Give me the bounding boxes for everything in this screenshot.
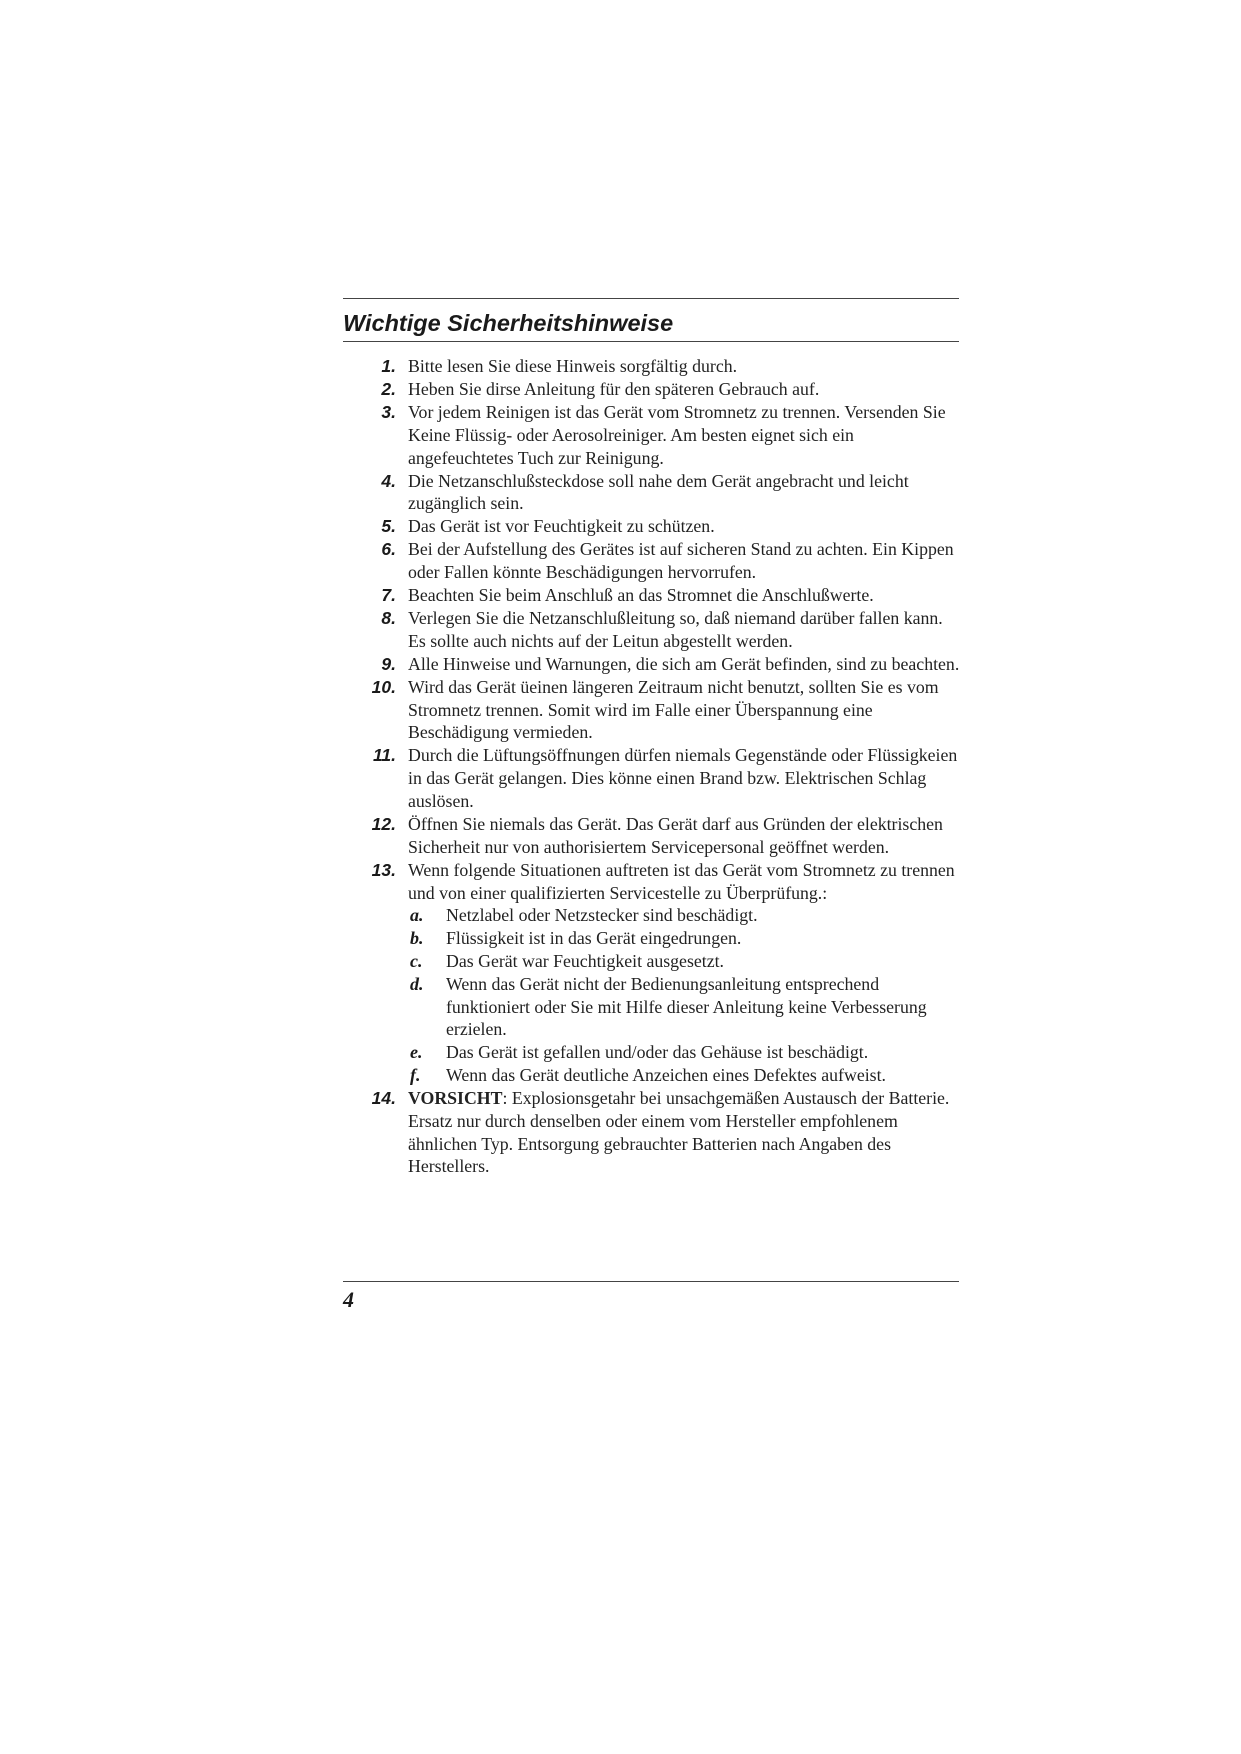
- top-divider: [343, 298, 959, 299]
- item-text: Das Gerät ist vor Feuchtigkeit zu schützen.: [408, 516, 715, 537]
- list-item: [343, 744, 963, 812]
- title-divider: [343, 341, 959, 342]
- sub-item-letter: b.: [410, 928, 424, 949]
- item-number: 9.: [381, 653, 396, 674]
- list-item: [343, 584, 963, 607]
- item-number: 7.: [381, 585, 396, 606]
- item-text: Heben Sie dirse Anleitung für den späteren Gebrauch auf.: [408, 378, 820, 399]
- item-number: 13.: [371, 859, 396, 880]
- sub-item-text: Flüssigkeit ist in das Gerät eingedrungen.: [446, 928, 742, 949]
- item-text: : Explosionsgetahr bei unsachgemäßen Austausch der Batterie. Ersatz nur durch denselben oder einem vom Hersteller empfohlenem ähnlichen Typ. Entsorgung gebrauchter Batterien nach Angaben des Herstellers.: [408, 1087, 950, 1177]
- sub-item-text: Wenn das Gerät nicht der Bedienungsanleitung entsprechend funktioniert oder Sie mit Hilfe dieser Anleitung keine Verbesserung erzielen.: [446, 973, 927, 1040]
- item-number: 12.: [371, 814, 396, 834]
- item-text: Durch die Lüftungsöffnungen dürfen niemals Gegenstände oder Flüssigkeien in das Gerät gelangen. Dies könne einen Brand bzw. Elektrischen Schlag auslösen.: [408, 745, 958, 812]
- sub-item-text: Das Gerät ist gefallen und/oder das Gehäuse ist beschädigt.: [446, 1042, 869, 1063]
- sub-item-letter: a.: [410, 905, 424, 926]
- item-number: 1.: [381, 356, 396, 376]
- sub-list-item: [408, 1041, 963, 1064]
- list-item: [343, 401, 963, 469]
- sub-list-item: [408, 950, 963, 973]
- item-text: Verlegen Sie die Netzanschlußleitung so, daß niemand darüber fallen kann. Es sollte auch nichts auf der Leitun abgestellt werden.: [408, 608, 943, 651]
- item-body: [408, 859, 963, 1087]
- item-text: Bei der Aufstellung des Gerätes ist auf sicheren Stand zu achten. Ein Kippen oder Fallen könnte Beschädigungen hervorrufen.: [408, 539, 954, 583]
- page-title: Wichtige Sicherheitshinweise: [343, 310, 674, 336]
- list-item: [343, 607, 963, 653]
- item-number: 3.: [381, 401, 396, 422]
- sub-list-item: [408, 904, 963, 927]
- list-item: [343, 515, 963, 538]
- sub-list-item: [408, 973, 963, 1041]
- footer-divider: [343, 1281, 959, 1282]
- item-number: 11.: [372, 745, 396, 766]
- item-number: 8.: [381, 608, 396, 629]
- item-text: Beachten Sie beim Anschluß an das Stromnet die Anschlußwerte.: [408, 585, 874, 606]
- sub-item-letter: d.: [410, 973, 424, 994]
- sub-item-text: Netzlabel oder Netzstecker sind beschädigt.: [446, 905, 758, 926]
- item-number: 6.: [381, 539, 396, 560]
- warning-label: VORSICHT: [408, 1087, 503, 1108]
- list-item: [343, 859, 963, 1087]
- item-number: 10.: [371, 676, 396, 697]
- item-number: 4.: [381, 470, 396, 491]
- sub-item-text: Das Gerät war Feuchtigkeit ausgesetzt.: [446, 950, 724, 971]
- list-item: [343, 653, 963, 676]
- list-item: [343, 538, 963, 584]
- item-text: Die Netzanschlußsteckdose soll nahe dem Gerät angebracht und leicht zugänglich sein.: [408, 470, 909, 514]
- list-item: [343, 470, 963, 516]
- sub-list-item: [408, 927, 963, 950]
- item-number: 14.: [371, 1087, 396, 1108]
- list-item: [343, 355, 963, 378]
- item-text: Wird das Gerät üeinen längeren Zeitraum nicht benutzt, sollten Sie es vom Stromnetz trennen. Somit wird im Falle einer Überspannung eine Beschädigung vermieden.: [408, 676, 939, 743]
- sub-item-letter: c.: [410, 950, 423, 971]
- list-item: [343, 1087, 963, 1178]
- sub-item-letter: f.: [410, 1064, 421, 1085]
- list-item: [343, 813, 963, 859]
- sub-item-text: Wenn das Gerät deutliche Anzeichen eines Defektes aufweist.: [446, 1064, 886, 1085]
- page-number: 4: [343, 1287, 354, 1312]
- item-number: 2.: [381, 378, 396, 399]
- list-item: [343, 676, 963, 744]
- list-item: [343, 378, 963, 401]
- item-text: Öffnen Sie niemals das Gerät. Das Gerät darf aus Gründen der elektrischen Sicherheit nur von authorisiertem Servicepersonal geöffnet werden.: [408, 814, 943, 857]
- item-text: Vor jedem Reinigen ist das Gerät vom Stromnetz zu trennen. Versenden Sie Keine Flüssig- oder Aerosolreiniger. Am besten eignet sich ein angefeuchtetes Tuch zur Reinigung.: [408, 401, 946, 468]
- safety-instructions-list: [343, 355, 963, 1178]
- item-text: Alle Hinweise und Warnungen, die sich am Gerät befinden, sind zu beachten.: [408, 653, 960, 674]
- item-text: Bitte lesen Sie diese Hinweis sorgfältig durch.: [408, 356, 738, 376]
- item-text: Wenn folgende Situationen auftreten ist das Gerät vom Stromnetz zu trennen und von einer qualifizierten Servicestelle zu Überprüfung.:: [408, 859, 955, 903]
- item-body: [408, 1087, 963, 1178]
- sub-item-letter: e.: [410, 1042, 423, 1063]
- item-number: 5.: [381, 516, 396, 537]
- sub-list-item: [408, 1064, 963, 1087]
